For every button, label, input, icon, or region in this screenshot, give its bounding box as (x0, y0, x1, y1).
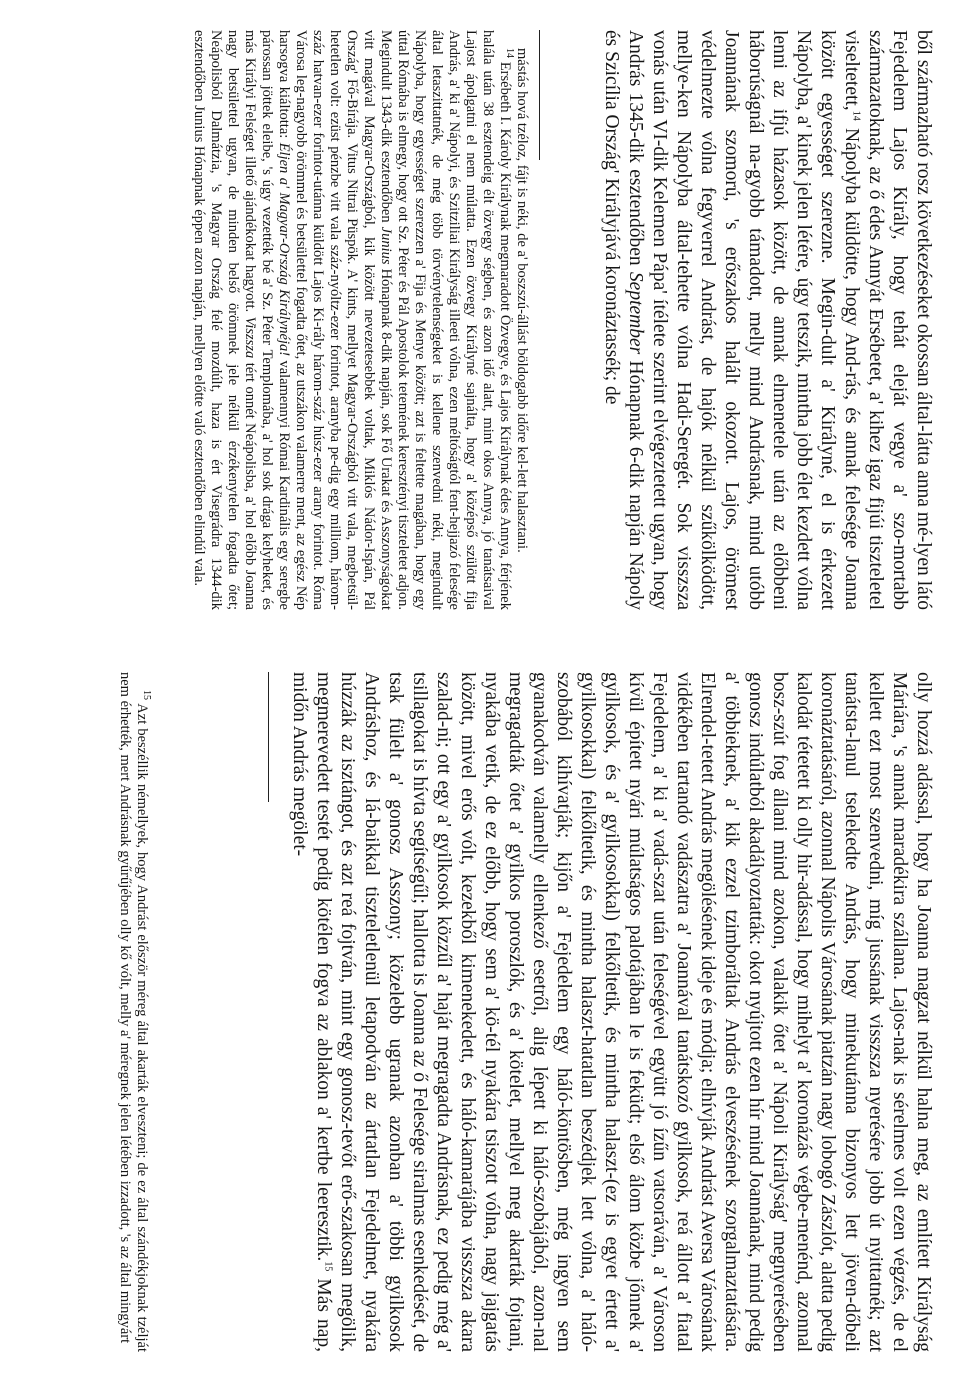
right-page-footnotes (116, 672, 150, 1352)
footnote-separator (532, 30, 546, 160)
left-page-body (599, 30, 935, 610)
footnote-number-15: 15 (140, 690, 152, 700)
month-september: September (625, 271, 646, 355)
right-body-paragraph (287, 672, 935, 1352)
right-body-text-1: olly hozzá adással, hogy ha Joanna magzat nélkül halna meg, az említett Királyság Máriára, 's annak maradékira szállana. Lajos-nak is sérelmes volt ezen végzés, de el kellett ezt most szenvedni, míg jussának visszsza nyerésére jobb út nyittatnék; azt tanátsta-lanul tselekedte András, hogy minekutánna bizonyos lett jöven-dőbeli koronáztatásáról, azonnal Nápolis Városának piatzán nagy lobogó Zászlót, alatta pedig kalodát tétetett ki olly hir-adással, hogy mihelyt a' koronázás végbe-menénd, azonnal bosz-szút fog állani mind azokon, valakik őtet a' Nápoli Királyság' megnyerésében gonosz indúlatból akadályoztatták: okot nyújtott ezen hír mind Joannának, mind pedig a' többieknek, a' kik ezzel tzimboráltak András elveszésének szorgalmaztatására. Elrendel-tetett András megölésének ideje és módja; elhívják Andrást Aversa Városának vidékében tartandó vadászatra a' Joannával tanátskozó gyilkosok, reá állott a' fiatal Fejedelem, a' ki a' vadá-szat után feleségével együtt jó ízűn vatsoráván, a' Városon kívül épített nyári múlatságos palotájában le is feküdt; első álom közbe jőnnek a' gyilkosok, és a' gyilkosokkal) felkőltetik, és mintha halaszt-(ez is egyet értett a' gyilkosokkal) felkőltetik, és mintha halaszt-hatatlan beszédjek lett vólna, a' háló-szobából kihívatják; kijőn a' Fejedelem egy háló-köntösben, még ingyen sem gyanakodván valamelly ellenkező esetről, alig lépett ki háló-szobájából, azon-nal megragadták őtet a' gyilkos poroszlók, és a' kötelet, mellyel meg akarták fojtani, nyakába vetik, de ez előbb, hogy sem a' kö-tél nyakára tsiszott vólna, nagy jajgatás között, mivel erős vólt, kezekből kimenekedett, és háló-kamarájába visszsza akara szalad-ni; ott egy a' gyilkosok közzűl a' haját megragadta Andrásnak, ez pedig még a' tsillagokat is hívta segítségűl; hallotta is Joanna az ő Felesége siralmas esenkedését, de tsak fülelt a' gonosz Asszony; közelebb ugranak azonban a' többi gyilkosok Andráshoz, és lá-baikkal tiszteletlenül letapodván az ártatlan Fejedelmet, nyakára húzzák az isztángot, és azt reá fojtván, mint egy gonosz-tevőt erő-szakosan megölik, megmerevedett testét pedig kötélen fogva az ablakon a' kertbe leeresztik. (313, 672, 934, 1352)
left-body-text-3: Hónapnak 6-dik napján Nápoly és Szicília Ország' Királyjává koronáztassék; de (601, 30, 646, 611)
footnote-number-14: 14 (503, 48, 515, 58)
month-junius: Junius (378, 226, 394, 265)
footnote-14-text-3: valamennyi Római Kardinális egy seregbe párossan jöttek eleibe, 's úgy vezették bé a' Sz. Péter Templomába, a' hol sok drága kelyheket, és más Királyi Felséget illető ajándékokat hagyott. (242, 30, 292, 610)
shout-text: Éljen a' Magyar-Ország Királynéja! (276, 142, 292, 357)
footnote-14-text-2: Hónapnak 8-dik napján, sok Fő Urakat és Asszonyságokat vitt magával Magyar-Országból, kik között nevezetesebbek voltak, Miklós Nádor-Ispán, Pál Ország' Fő-Bírája. Vitus Nitrai Püspök. A' kints, mellyet Magyar-Országból vitt vala, megbetsül-hetetlen volt: ezüst pénzbe vitt vala száz-nyóltz-ezer forintot, aranyba pe-dig egy milliom, három-száz hatvan-ezer forintot-utánna küldött Lajos Ki-rály három-száz húsz-ezer arany forintot. Róma Városa leg-nagyobb örömmel és betsülettel fogadta őtet, az utszákon valamerre ment, az egész Nép harsogva kiáltotta: (276, 30, 394, 610)
left-page-footnotes (190, 30, 530, 610)
footnote-ref-14: 14 (850, 110, 862, 121)
footnote-14 (190, 30, 513, 610)
footnote-ref-15: 15 (322, 1261, 334, 1272)
footnote-15-text: Azt beszéllik némellyek, hogy Andrást először méreg által akarták elveszteni; de ez által szándékjoknak tzélját nem érhették, mert Andrásnak gyűrűjében olly kő vólt, melly a' méregnek jelen létében izzadott, 's az által mingyárt (117, 672, 150, 1352)
left-body-paragraph (599, 30, 935, 610)
footnote-continuation: mástás hová tzéloz, fájt is néki, de a' boszszú-állást böldogabb időre kel-lett halasztani. (514, 48, 530, 553)
left-body-text-1: ből származható rosz következéseket okossan által-látta anna mé-lyen látó Fejedelem Lajos Király, hogy tehát eleját vegye a' szo-mortabb származatoknak, az ő édes Annyát Ersébetet, a' kihez igaz fijúi tiszteletel viseltetett, (841, 30, 934, 610)
viszsza-text: Viszsza (242, 316, 258, 359)
footnote-14-text-4: tért onnét Neápolisba, a' hol előbb Joanna nagy betsülettel ugyan, de minden belső örömnek jele nélkül érzékenytelen fogadta őtet; Neápolisból Dalmátzia, 's Magyar Ország felé mozdúlt, haza is ért Visegrádra 1344-dik esztendőben Junius Hónapnak éppen azon napján, mellyen előtte való esztendőben elindúl vala. (191, 30, 258, 610)
footnote-15 (116, 672, 150, 1352)
right-body-text-2: Más nap, midőn András megölet- (289, 672, 334, 1352)
footnote-separator-right (268, 672, 269, 802)
right-page-body (261, 672, 935, 1352)
footnote-14-text-1: Ersébeth I. Károly Királynak megmaradott Özvegye, és Lajos Királynak édes Annya, férjének halála után 38 esztendeig élt özvegy ségben, és azon idő alatt, mint okos Annya, jó tanátsaival Lajost ápolgatni el nem múlatta. Ezen özvegy Királyné sajnálta, hogy a' középső szülött fija András, a' ki a' Nápolyi, és Szitziliai Királyság illeeti vólna, ezen méltóságtól fent-hejjazó felesége által letaszittatnék, de még több törvénytelenségeket is kellene szenvedni néki, megindult Nápolyba, hogy egyességet szerezzen a' Fija és Menye között; azt is feltette magában, hogy egy úttal Rómába is elmegy, hogy ott Sz. Péter és Pál Apostolok tetemének keresztényi tiszteletet adjon. Megindult 1343-dik esztendőben (378, 30, 513, 610)
left-body-text-2: Nápolyba küldötte, hogy And-rás, és annak felesége Joanna között egyességet szerezne. Megin-dult a' Királyné, el is érkezett Nápolyba, a' kinek jelen létére, úgy tetszik, mintha jobb élet kezdett vólna lenni az ifjú házasok között, de annak elmenetele után az előbbeni háborúságnál na-gyobb támadott, melly mind Andrásnak, mind utóbb Joannának szomorú, 's erőszakos halált okozott. Lajos, örömest védelmezte vólna fegyverrel Andrást, de hajók nélkül szűkölködött, mellye-ken Nápolyba által-tehette vólna Hadi-Seregét. Sok visszsza vonás után VI-dik Kelemen Pápa' ítélete szerint elvégeztetett ugyan, hogy András 1345-dik esztendőben (625, 30, 862, 610)
